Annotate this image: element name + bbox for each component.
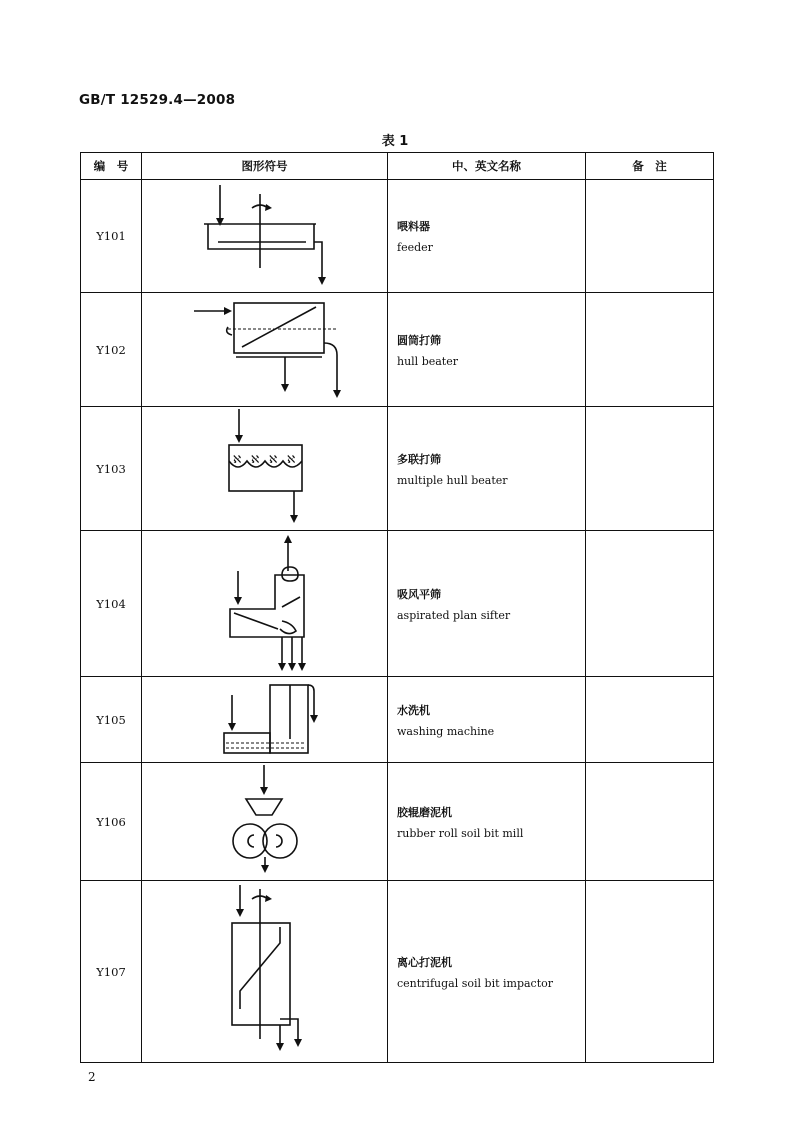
column-header-symbol: 图形符号: [142, 153, 388, 180]
standard-code: GB/T 12529.4—2008: [79, 92, 236, 108]
table-row: [81, 881, 714, 1063]
row-remark: [586, 180, 714, 293]
symbol-cell: [142, 763, 388, 881]
name-cn: 离心打泥机: [397, 955, 452, 969]
centrifugal-impactor-symbol: [142, 881, 388, 1063]
name-en: hull beater: [397, 354, 458, 368]
name-cn: 多联打筛: [397, 452, 441, 466]
svg-text:ℵ: ℵ: [251, 453, 260, 466]
aspirated-plan-sifter-symbol: [142, 531, 388, 677]
page-number: 2: [88, 1070, 96, 1084]
name-cn: 圆筒打筛: [397, 333, 441, 347]
table-row: [81, 180, 714, 293]
row-remark: [586, 407, 714, 531]
symbol-cell: [142, 677, 388, 763]
row-name: [388, 293, 586, 407]
table-row: [81, 531, 714, 677]
table-title: 表 1: [381, 134, 409, 149]
row-name: [388, 881, 586, 1063]
feeder-symbol: [142, 180, 388, 293]
symbol-cell: [142, 180, 388, 293]
name-cn: 水洗机: [397, 703, 430, 717]
row-name: [388, 407, 586, 531]
name-en: aspirated plan sifter: [397, 608, 511, 622]
row-remark: [586, 763, 714, 881]
hull-beater-symbol: [142, 293, 388, 407]
name-en: rubber roll soil bit mill: [397, 826, 524, 840]
row-name: [388, 677, 586, 763]
symbol-cell: [142, 881, 388, 1063]
name-cn: 胶辊磨泥机: [397, 805, 452, 819]
name-en: centrifugal soil bit impactor: [397, 976, 554, 990]
symbol-cell: [142, 407, 388, 531]
row-remark: [586, 531, 714, 677]
svg-text:ℵ: ℵ: [287, 453, 296, 466]
svg-text:ℵ: ℵ: [233, 453, 242, 466]
row-code: Y106: [81, 763, 142, 881]
svg-text:ℵ: ℵ: [269, 453, 278, 466]
name-cn: 喂料器: [397, 220, 430, 233]
row-code: Y102: [81, 293, 142, 407]
row-remark: [586, 677, 714, 763]
symbol-cell: [142, 531, 388, 677]
row-code: Y103: [81, 407, 142, 531]
row-code: Y107: [81, 881, 142, 1063]
name-en: multiple hull beater: [397, 473, 508, 487]
row-name: [388, 180, 586, 293]
multiple-hull-beater-symbol: [142, 407, 388, 531]
table-row: [81, 407, 714, 531]
table-row: [81, 293, 714, 407]
name-cn: 吸风平筛: [397, 587, 441, 601]
row-code: Y105: [81, 677, 142, 763]
table-header-row: [81, 153, 714, 180]
row-code: Y101: [81, 180, 142, 293]
row-name: [388, 531, 586, 677]
symbol-cell: [142, 293, 388, 407]
symbol-table: [80, 152, 714, 1063]
name-en: feeder: [397, 241, 433, 254]
row-name: [388, 763, 586, 881]
column-header-name: 中、英文名称: [388, 153, 586, 180]
name-en: washing machine: [397, 724, 495, 738]
column-header-remark: 备 注: [586, 153, 714, 180]
table-row: [81, 763, 714, 881]
row-remark: [586, 881, 714, 1063]
table-row: [81, 677, 714, 763]
column-header-code: 编 号: [81, 153, 142, 180]
rubber-roll-mill-symbol: [142, 763, 388, 881]
row-code: Y104: [81, 531, 142, 677]
washing-machine-symbol: [142, 677, 388, 763]
row-remark: [586, 293, 714, 407]
